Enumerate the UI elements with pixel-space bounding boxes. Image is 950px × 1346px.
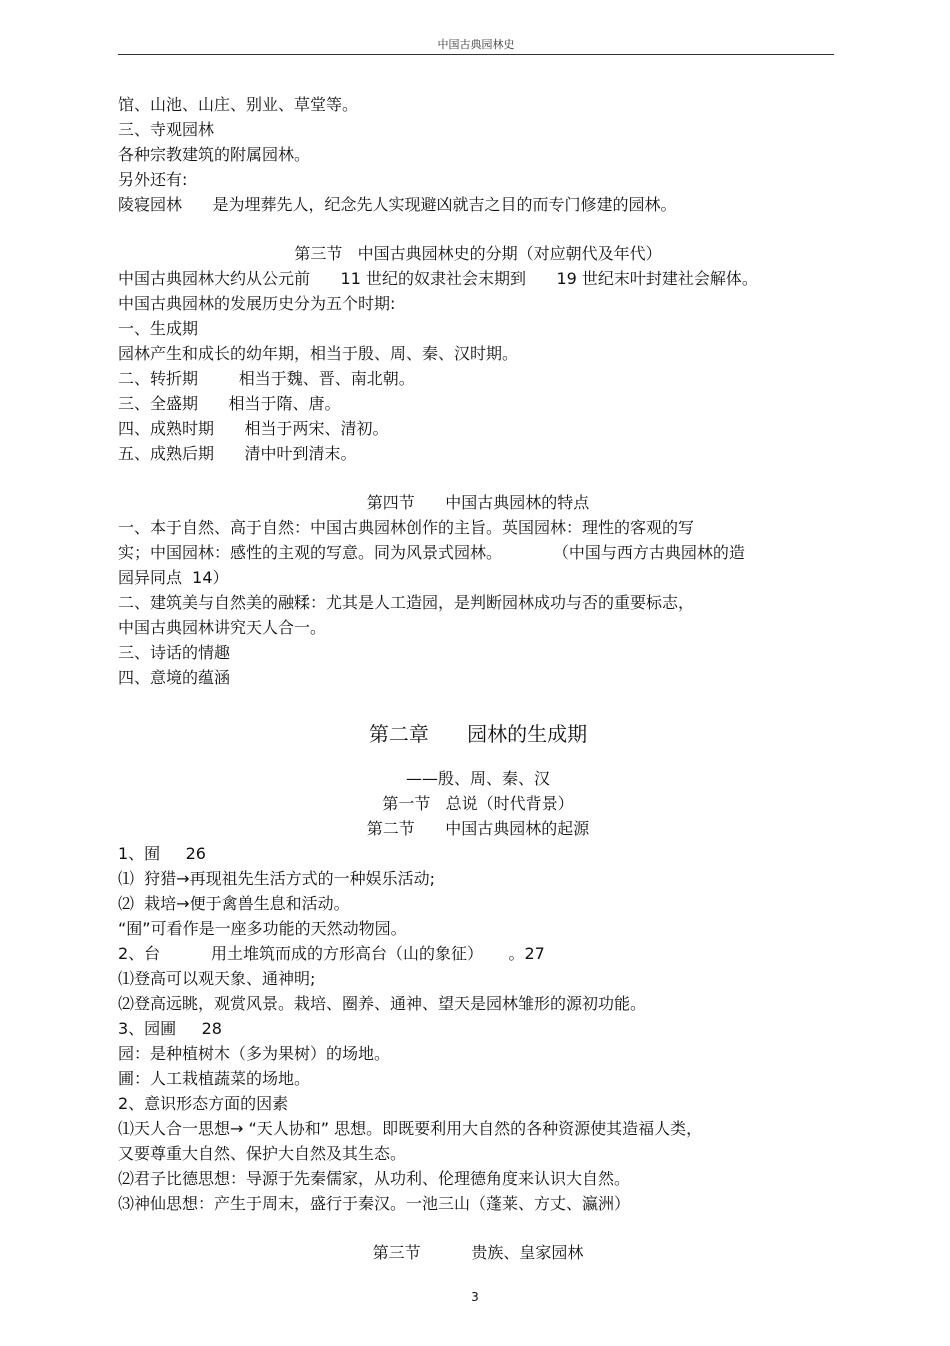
text-line: 圃：人工栽植蔬菜的场地。 [118, 1069, 311, 1088]
spacer [118, 217, 838, 241]
paragraph-block-2 [118, 266, 838, 466]
paragraph-block-3 [118, 515, 838, 690]
text-line: 又要尊重大自然、保护大自然及其生态。 [118, 1144, 407, 1163]
text-line: ⑵登高远眺，观赏风景。栽培、圈养、通神、望天是园林雏形的源初功能。 [118, 994, 647, 1013]
text-line: ⑴天人合一思想→ “天人协和” 思想。即既要利用大自然的各种资源使其造福人类， [118, 1119, 703, 1138]
text-line: 园异同点 14） [118, 568, 229, 587]
section-heading: 第一节 总说（时代背景） [382, 794, 574, 813]
text-line: ⑴ 狩猎→再现祖先生活方式的一种娱乐活动; [118, 869, 435, 888]
text-line: ⑵君子比德思想：导源于先秦儒家，从功利、伦理德角度来认识大自然。 [118, 1169, 631, 1188]
text-line: 中国古典园林的发展历史分为五个时期: [118, 294, 396, 313]
text-line: 三、诗话的情趣 [118, 643, 231, 662]
text-line: 馆、山池、山庄、别业、草堂等。 [118, 95, 359, 114]
text-line: 园林产生和成长的幼年期，相当于殷、周、秦、汉时期。 [118, 344, 519, 363]
text-line: 各种宗教建筑的附属园林。 [118, 145, 311, 164]
running-header: 中国古典园林史 [437, 38, 515, 51]
text-line: 2、台 用土堆筑而成的方形高台（山的象征） 。27 [118, 944, 545, 963]
text-line: 中国古典园林大约从公元前 11 世纪的奴隶社会末期到 19 世纪末叶封建社会解体。 [118, 269, 758, 288]
header-rule [118, 54, 834, 55]
text-line: ⑵ 栽培→便于禽兽生息和活动。 [118, 894, 350, 913]
text-line: “囿”可看作是一座多功能的天然动物园。 [118, 919, 407, 938]
paragraph-block-4 [118, 841, 838, 1216]
section-heading: 第三节 中国古典园林史的分期（对应朝代及年代） [294, 244, 662, 263]
text-line: 1、囿 26 [118, 844, 206, 863]
text-line: 中国古典园林讲究天人合一。 [118, 618, 327, 637]
text-line: 四、意境的蕴涵 [118, 668, 231, 687]
page-number: 3 [471, 1290, 479, 1304]
section-heading: 第四节 中国古典园林的特点 [366, 493, 590, 512]
page-body [118, 92, 838, 1265]
text-line: 另外还有: [118, 170, 188, 189]
text-line: 一、本于自然、高于自然：中国古典园林创作的主旨。英国园林：理性的客观的写 [118, 518, 695, 537]
text-line: 二、转折期 相当于魏、晋、南北朝。 [118, 369, 415, 388]
spacer [118, 1216, 838, 1240]
chapter-subtitle: ——殷、周、秦、汉 [405, 769, 550, 788]
text-line: 园：是种植树木（多为果树）的场地。 [118, 1044, 391, 1063]
text-line: 三、全盛期 相当于隋、唐。 [118, 394, 341, 413]
text-line: 一、生成期 [118, 319, 199, 338]
spacer [118, 754, 838, 766]
text-line: 二、建筑美与自然美的融糅：尤其是人工造园，是判断园林成功与否的重要标志， [118, 593, 695, 612]
text-line: ⑶神仙思想：产生于周末，盛行于秦汉。一池三山（蓬莱、方丈、瀛洲） [118, 1194, 631, 1213]
text-line: ⑴登高可以观天象、通神明; [118, 969, 316, 988]
text-line: 四、成熟时期 相当于两宋、清初。 [118, 419, 389, 438]
chapter-title: 第二章 园林的生成期 [368, 722, 588, 746]
text-line: 实；中国园林：感性的主观的写意。同为风景式园林。 （中国与西方古典园林的造 [118, 543, 745, 562]
text-line: 三、寺观园林 [118, 120, 215, 139]
section-heading: 第二节 中国古典园林的起源 [366, 819, 590, 838]
text-line: 五、成熟后期 清中叶到清末。 [118, 444, 357, 463]
section-heading: 第三节 贵族、皇家园林 [372, 1243, 584, 1262]
text-line: 2、意识形态方面的因素 [118, 1094, 289, 1113]
paragraph-block-1 [118, 92, 838, 217]
spacer [118, 690, 838, 714]
spacer [118, 466, 838, 490]
text-line: 3、园圃 28 [118, 1019, 222, 1038]
text-line: 陵寝园林 是为埋葬先人，纪念先人实现避凶就吉之目的而专门修建的园林。 [118, 195, 677, 214]
